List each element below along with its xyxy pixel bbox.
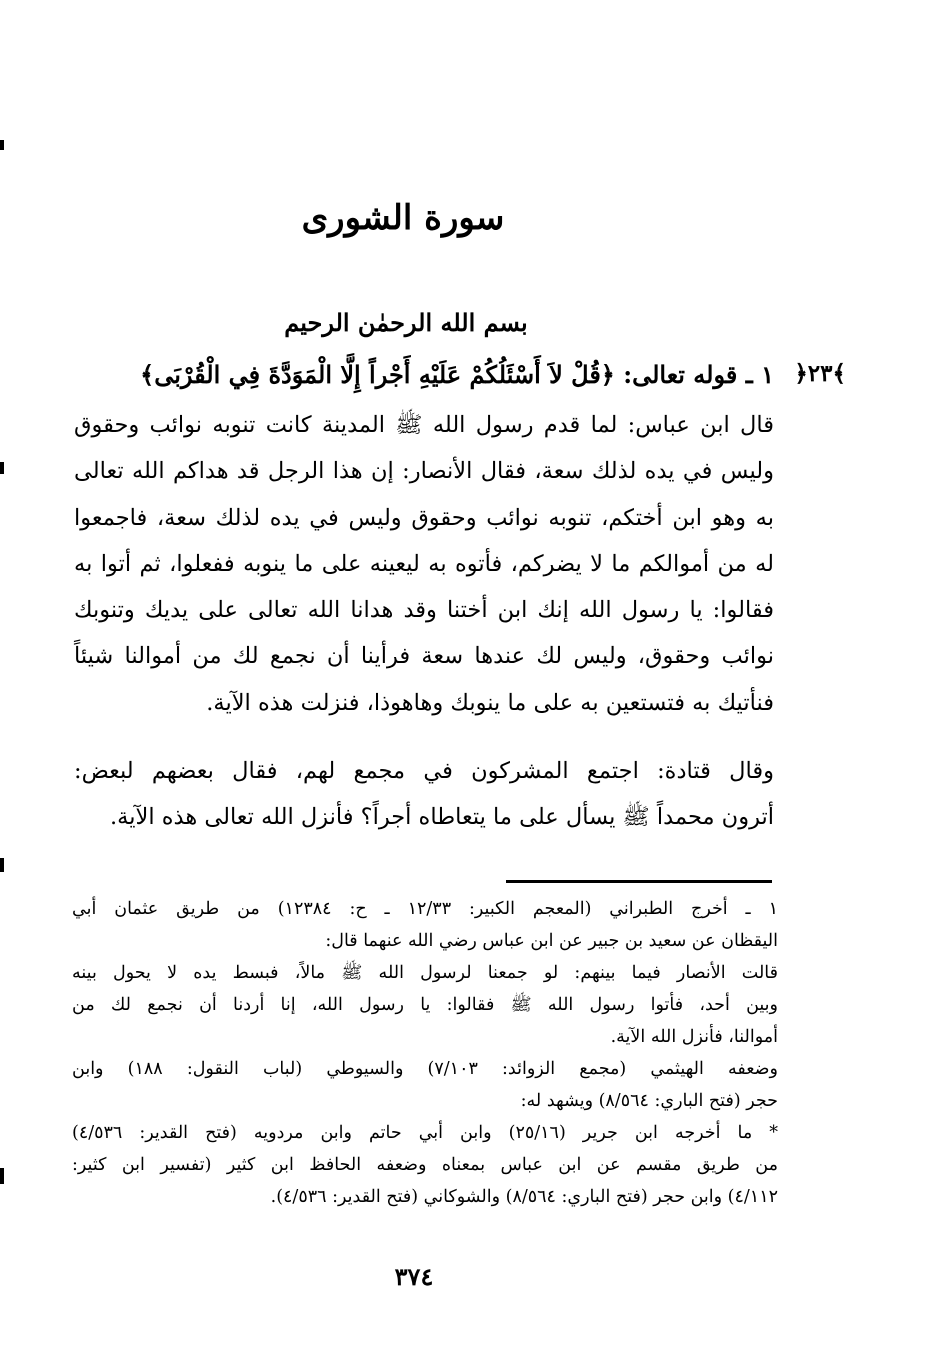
footnote-line: * ما أخرجه ابن جرير (٢٥/١٦) وابن أبي حاتم وابن مردويه (فتح القدير: ٤/٥٣٦) [72, 1123, 779, 1143]
footnote-line: حجر (فتح الباري: ٨/٥٦٤) ويشهد له: [520, 1091, 778, 1111]
footnote-line: اليقظان عن سعيد بن جبير عن ابن عباس رضي الله عنهما قال: [325, 931, 778, 951]
text-line: وليس في يده لذلك سعة، فقال الأنصار: إن هذا الرجل قد هداكم الله تعالى [74, 458, 774, 485]
text-line: أترون محمداً ﷺ يسأل على ما يتعاطاه أجراً؟ فأنزل الله تعالى هذه الآية. [110, 804, 774, 831]
narration-paragraph-2 [74, 748, 774, 841]
text-line: فقالوا: يا رسول الله إنك ابن أختنا وقد هدانا الله تعالى على يديك وتنوبك [74, 597, 774, 624]
footnote-line: ١ ـ أخرج الطبراني (المعجم الكبير: ١٢/٣٣ ـ ح: ١٢٣٨٤) من طريق عثمان أبي [72, 899, 778, 919]
footnotes [72, 893, 778, 1213]
footnote-line: وضعفه الهيثمي (مجمع الزوائد: ٧/١٠٣) والسيوطي (لباب النقول: ١٨٨) وابن [72, 1059, 778, 1079]
text-line: له من أموالكم ما لا يضركم، فأتوه به ليعينه على ما ينوبه ففعلوا، ثم أتوا به [74, 550, 774, 577]
verse-number-marker: ﴿٢٣﴾ [794, 360, 846, 387]
text-line: فنأتيك به فتستعين به على ما ينوبك وهاهوذا، فنزلت هذه الآية. [206, 689, 774, 716]
footnote-line: ٤/١١٢) وابن حجر (فتح الباري: ٨/٥٦٤) والشوكاني (فتح القدير: ٤/٥٣٦). [270, 1187, 778, 1207]
text-line: نوائب وحقوق، وليس لك عندها سعة فرأينا أن نجمع لك من أموالنا شيئاً [74, 643, 774, 670]
text-line: وقال قتادة: اجتمع المشركون في مجمع لهم، فقال بعضهم لبعض: [74, 758, 774, 784]
text-line: به وهو ابن أختكم، تنوبه نوائب وحقوق وليس في يده لذلك سعة، فاجمعوا [74, 504, 774, 531]
footnote-line: قالت الأنصار فيما بينهم: لو جمعنا لرسول الله ﷺ مالاً، فبسط يده لا يحول بينه [72, 963, 778, 983]
footnote-line: من طريق مقسم عن ابن عباس بمعناه وضعفه الحافظ ابن كثير (تفسير ابن كثير: [72, 1155, 778, 1175]
footnote-line: أموالنا، فأنزل الله الآية. [610, 1027, 778, 1047]
basmala: بسم الله الرحمٰن الرحيم [284, 308, 528, 337]
verse-heading: ١ ـ قوله تعالى: ﴿قُلْ لاَ أَسْئَلُكُمْ عَلَيْهِ أَجْراً إِلَّا الْمَوَدَّةَ فِي الْقُرْبَى﴾ [140, 360, 774, 389]
text-line: قال ابن عباس: لما قدم رسول الله ﷺ المدينة كانت تنوبه نوائب وحقوق [74, 412, 774, 438]
narration-paragraph-1 [74, 402, 774, 726]
page-number: ٣٧٤ [394, 1262, 434, 1291]
scan-edge-mark [0, 1168, 4, 1184]
scan-edge-mark [0, 858, 4, 872]
footnote-line: وبين أحد، فأتوا رسول الله ﷺ فقالوا: يا رسول الله، إنا أردنا أن نجمع لك من [72, 995, 778, 1015]
footnote-separator [506, 880, 772, 883]
scan-edge-mark [0, 462, 4, 474]
scan-edge-mark [0, 140, 4, 150]
surah-title: سورة الشورى [301, 198, 505, 238]
